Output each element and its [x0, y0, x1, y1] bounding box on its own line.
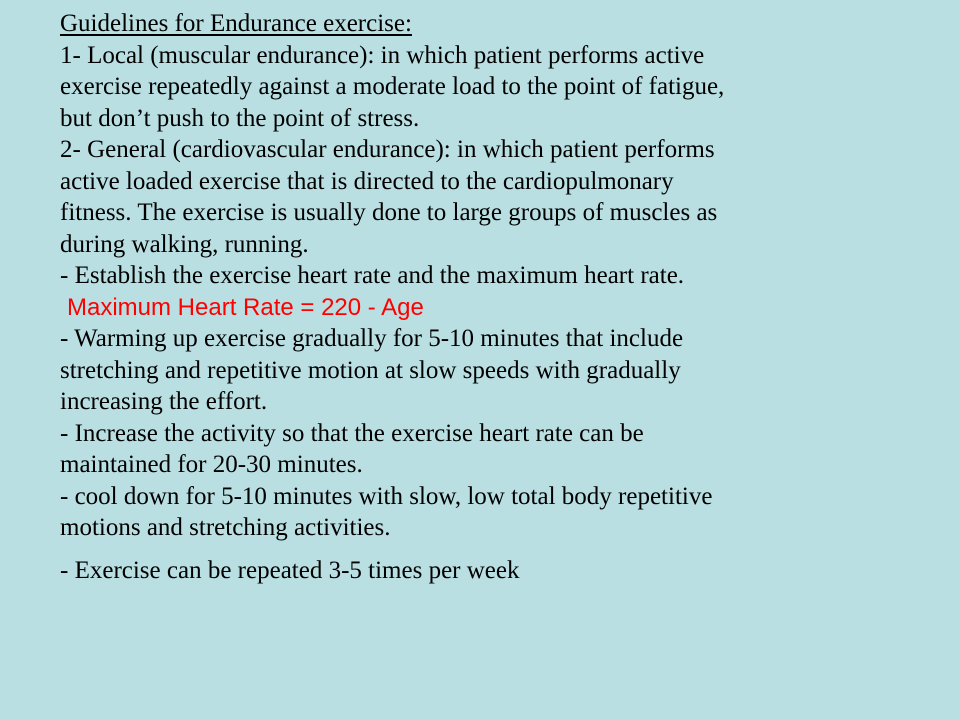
- text-line: active loaded exercise that is directed to the cardiopulmonary: [60, 167, 674, 195]
- text-line: stretching and repetitive motion at slow speeds with gradually: [60, 356, 681, 384]
- text-line: - cool down for 5-10 minutes with slow, low total body repetitive: [60, 482, 713, 510]
- slide-title: Guidelines for Endurance exercise:: [60, 10, 412, 37]
- final-text-line: - Exercise can be repeated 3-5 times per week: [60, 556, 520, 584]
- text-line: during walking, running.: [60, 230, 309, 258]
- text-line: increasing the effort.: [60, 388, 268, 415]
- text-line: motions and stretching activities.: [60, 514, 391, 541]
- text-line: maintained for 20-30 minutes.: [60, 451, 363, 478]
- text-line: - Establish the exercise heart rate and the maximum heart rate.: [60, 262, 685, 289]
- text-line: fitness. The exercise is usually done to large groups of muscles as: [60, 199, 718, 226]
- heart-rate-formula: Maximum Heart Rate = 220 - Age: [67, 293, 424, 321]
- paragraph-spacer: [60, 544, 920, 555]
- text-line: 2- General (cardiovascular endurance): in which patient performs: [60, 136, 715, 163]
- text-line: 1- Local (muscular endurance): in which patient performs active: [60, 41, 705, 69]
- text-line: - Increase the activity so that the exercise heart rate can be: [60, 419, 644, 447]
- slide-text-block: [60, 8, 920, 586]
- text-line: exercise repeatedly against a moderate load to the point of fatigue,: [60, 73, 725, 100]
- text-line: but don’t push to the point of stress.: [60, 104, 420, 132]
- text-line: - Warming up exercise gradually for 5-10 minutes that include: [60, 325, 684, 352]
